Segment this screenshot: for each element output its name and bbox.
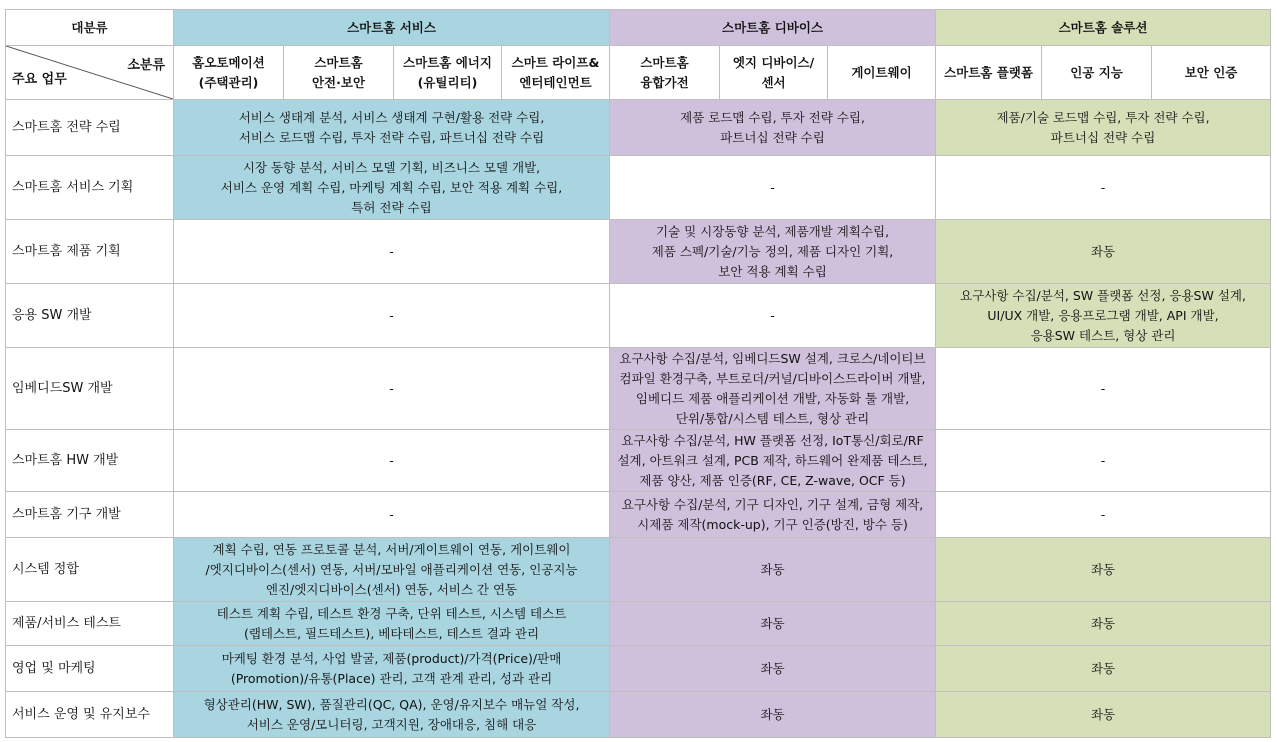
service-cell: - [174,492,610,538]
subcategory-ai: 인공 지능 [1042,46,1152,100]
service-cell: - [174,220,610,284]
table-row [6,692,1271,738]
task-label: 영업 및 마케팅 [6,646,174,692]
table-row [6,430,1271,492]
table-row [6,220,1271,284]
service-cell: - [174,430,610,492]
main-task-label: 주요 업무 [12,72,67,87]
solution-cell: - [936,430,1271,492]
table-row [6,492,1271,538]
device-cell: 좌동 [610,692,936,738]
solution-cell: 제품/기술 로드맵 수립, 투자 전략 수립, 파트너십 전략 수립 [936,100,1271,156]
solution-cell: - [936,156,1271,220]
subcategory-safety-security: 스마트홈 안전·보안 [284,46,394,100]
service-cell: 시장 동향 분석, 서비스 모델 기획, 비즈니스 모델 개발, 서비스 운영 계획 수립, 마케팅 계획 수립, 보안 적용 계획 수립, 특허 전략 수립 [174,156,610,220]
major-category-label: 대분류 [6,10,174,46]
solution-cell: 좌동 [936,692,1271,738]
solution-cell: 좌동 [936,538,1271,602]
table-row [6,284,1271,348]
solution-cell: 좌동 [936,602,1271,646]
subcategory-gateway: 게이트웨이 [828,46,936,100]
device-cell: 요구사항 수집/분석, 임베디드SW 설계, 크로스/네이티브 컴파일 환경구축, 부트로더/커널/디바이스드라이버 개발, 임베디드 제품 애플리케이션 개발, 자동화 툴 개발, 단위/통합/시스템 테스트, 형상 관리 [610,348,936,430]
task-label: 응용 SW 개발 [6,284,174,348]
task-label: 스마트홈 전략 수립 [6,100,174,156]
table-row [6,602,1271,646]
diagonal-header-cell [6,46,174,100]
task-label: 스마트홈 제품 기획 [6,220,174,284]
device-cell: 좌동 [610,602,936,646]
subcategory-platform: 스마트홈 플랫폼 [936,46,1042,100]
solution-cell: 좌동 [936,220,1271,284]
task-label: 스마트홈 HW 개발 [6,430,174,492]
solution-cell: 요구사항 수집/분석, SW 플랫폼 선정, 응용SW 설계, UI/UX 개발, 응용프로그램 개발, API 개발, 응용SW 테스트, 형상 관리 [936,284,1271,348]
service-cell: - [174,284,610,348]
group-header-solution: 스마트홈 솔루션 [936,10,1271,46]
service-cell: 형상관리(HW, SW), 품질관리(QC, QA), 운영/유지보수 매뉴얼 작성, 서비스 운영/모니터링, 고객지원, 장애대응, 침해 대응 [174,692,610,738]
header-row-minor [6,46,1271,100]
device-cell: 좌동 [610,538,936,602]
task-label: 시스템 정합 [6,538,174,602]
table-row [6,538,1271,602]
task-label: 스마트홈 서비스 기획 [6,156,174,220]
subcategory-edge-device: 엣지 디바이스/ 센서 [720,46,828,100]
device-cell: - [610,156,936,220]
service-cell: - [174,348,610,430]
minor-category-label: 소분류 [127,58,165,73]
device-cell: 좌동 [610,646,936,692]
solution-cell: - [936,348,1271,430]
service-cell: 테스트 계획 수립, 테스트 환경 구축, 단위 테스트, 시스템 테스트 (랩테스트, 필드테스트), 베타테스트, 테스트 결과 관리 [174,602,610,646]
task-label: 스마트홈 기구 개발 [6,492,174,538]
task-label: 임베디드SW 개발 [6,348,174,430]
group-header-service: 스마트홈 서비스 [174,10,610,46]
job-classification-table [5,9,1271,738]
task-label: 서비스 운영 및 유지보수 [6,692,174,738]
device-cell: 요구사항 수집/분석, HW 플랫폼 선정, IoT통신/회로/RF 설계, 아트워크 설계, PCB 제작, 하드웨어 완제품 테스트, 제품 양산, 제품 인증(RF, CE, Z-wave, OCF 등) [610,430,936,492]
subcategory-security-auth: 보안 인증 [1152,46,1271,100]
task-label: 제품/서비스 테스트 [6,602,174,646]
service-cell: 마케팅 환경 분석, 사업 발굴, 제품(product)/가격(Price)/판매 (Promotion)/유통(Place) 관리, 고객 관계 관리, 성과 관리 [174,646,610,692]
subcategory-life-entertainment: 스마트 라이프& 엔터테인먼트 [502,46,610,100]
device-cell: - [610,284,936,348]
service-cell: 서비스 생태계 분석, 서비스 생태계 구현/활용 전략 수립, 서비스 로드맵 수립, 투자 전략 수립, 파트너십 전략 수립 [174,100,610,156]
device-cell: 제품 로드맵 수립, 투자 전략 수립, 파트너십 전략 수립 [610,100,936,156]
table-row [6,100,1271,156]
service-cell: 계획 수립, 연동 프로토콜 분석, 서버/게이트웨이 연동, 게이트웨이 /엣지디바이스(센서) 연동, 서버/모바일 애플리케이션 연동, 인공지능 엔진/엣지디바이스(센서) 연동, 서비스 간 연동 [174,538,610,602]
group-header-device: 스마트홈 디바이스 [610,10,936,46]
table-row [6,348,1271,430]
subcategory-energy: 스마트홈 에너지 (유틸리티) [394,46,502,100]
subcategory-home-automation: 홈오토메이션 (주택관리) [174,46,284,100]
table-row [6,646,1271,692]
solution-cell: - [936,492,1271,538]
table-row [6,156,1271,220]
header-row-major [6,10,1271,46]
solution-cell: 좌동 [936,646,1271,692]
subcategory-converged-appliance: 스마트홈 융합가전 [610,46,720,100]
device-cell: 기술 및 시장동향 분석, 제품개발 계획수립, 제품 스펙/기술/기능 정의, 제품 디자인 기획, 보안 적용 계획 수립 [610,220,936,284]
device-cell: 요구사항 수집/분석, 기구 디자인, 기구 설계, 금형 제작, 시제품 제작(mock-up), 기구 인증(방진, 방수 등) [610,492,936,538]
